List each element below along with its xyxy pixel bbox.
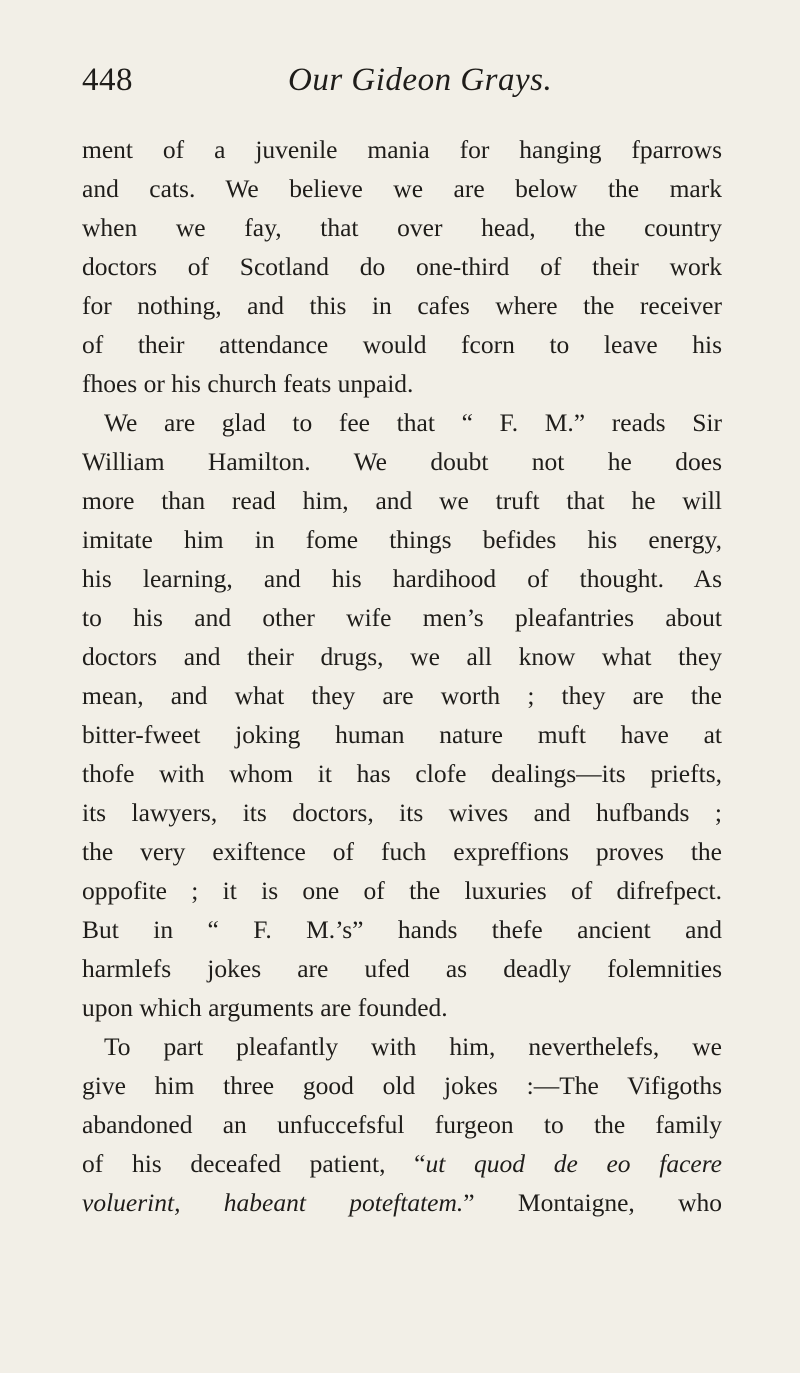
text-line: But in “ F. M.’s” hands thefe ancient and — [82, 915, 722, 944]
text-line: imitate him in fome things befides his energy, — [82, 525, 722, 554]
text-line: more than read him, and we truft that he will — [82, 486, 722, 515]
text-line: To part pleafantly with him, neverthelefs, we — [104, 1032, 722, 1061]
text-line: doctors and their drugs, we all know what they — [82, 642, 722, 671]
text-line: to his and other wife men’s pleafantries about — [82, 603, 722, 632]
text-line: harmlefs jokes are ufed as deadly folemnities — [82, 954, 722, 983]
text-line: for nothing, and this in cafes where the receiver — [82, 291, 722, 320]
running-head — [82, 62, 722, 112]
text-segment: of his deceafed patient, “ — [82, 1149, 426, 1178]
text-segment: ” Montaigne, who — [463, 1188, 722, 1217]
text-line: give him three good old jokes :—The Vifigoths — [82, 1071, 722, 1100]
text-line: mean, and what they are worth ; they are the — [82, 681, 722, 710]
text-line: the very exiftence of fuch expreffions proves the — [82, 837, 722, 866]
body-text — [82, 130, 722, 1222]
text-line: bitter-fweet joking human nature muft have at — [82, 720, 722, 749]
latin-quote: voluerint, habeant poteftatem. — [82, 1188, 464, 1217]
page-number: 448 — [82, 62, 133, 98]
latin-quote: ut quod de eo facere — [425, 1149, 722, 1178]
text-line: upon which arguments are founded. — [82, 993, 448, 1022]
text-line: oppofite ; it is one of the luxuries of difrefpect. — [82, 876, 722, 905]
text-line-mixed — [82, 1183, 722, 1222]
text-line-mixed — [82, 1144, 722, 1183]
text-line: its lawyers, its doctors, its wives and hufbands ; — [82, 798, 722, 827]
text-line: doctors of Scotland do one-third of their work — [82, 252, 722, 281]
text-line: William Hamilton. We doubt not he does — [82, 447, 722, 476]
running-title: Our Gideon Grays. — [288, 62, 553, 98]
text-line: ment of a juvenile mania for hanging fparrows — [82, 135, 722, 164]
text-line: We are glad to fee that “ F. M.” reads Sir — [104, 408, 722, 437]
text-line: thofe with whom it has clofe dealings—its priefts, — [82, 759, 722, 788]
text-line: his learning, and his hardihood of thought. As — [82, 564, 722, 593]
text-line: and cats. We believe we are below the mark — [82, 174, 722, 203]
text-line: abandoned an unfuccefsful furgeon to the family — [82, 1110, 722, 1139]
text-line: of their attendance would fcorn to leave his — [82, 330, 722, 359]
text-line: fhoes or his church feats unpaid. — [82, 369, 414, 398]
text-line: when we fay, that over head, the country — [82, 213, 722, 242]
